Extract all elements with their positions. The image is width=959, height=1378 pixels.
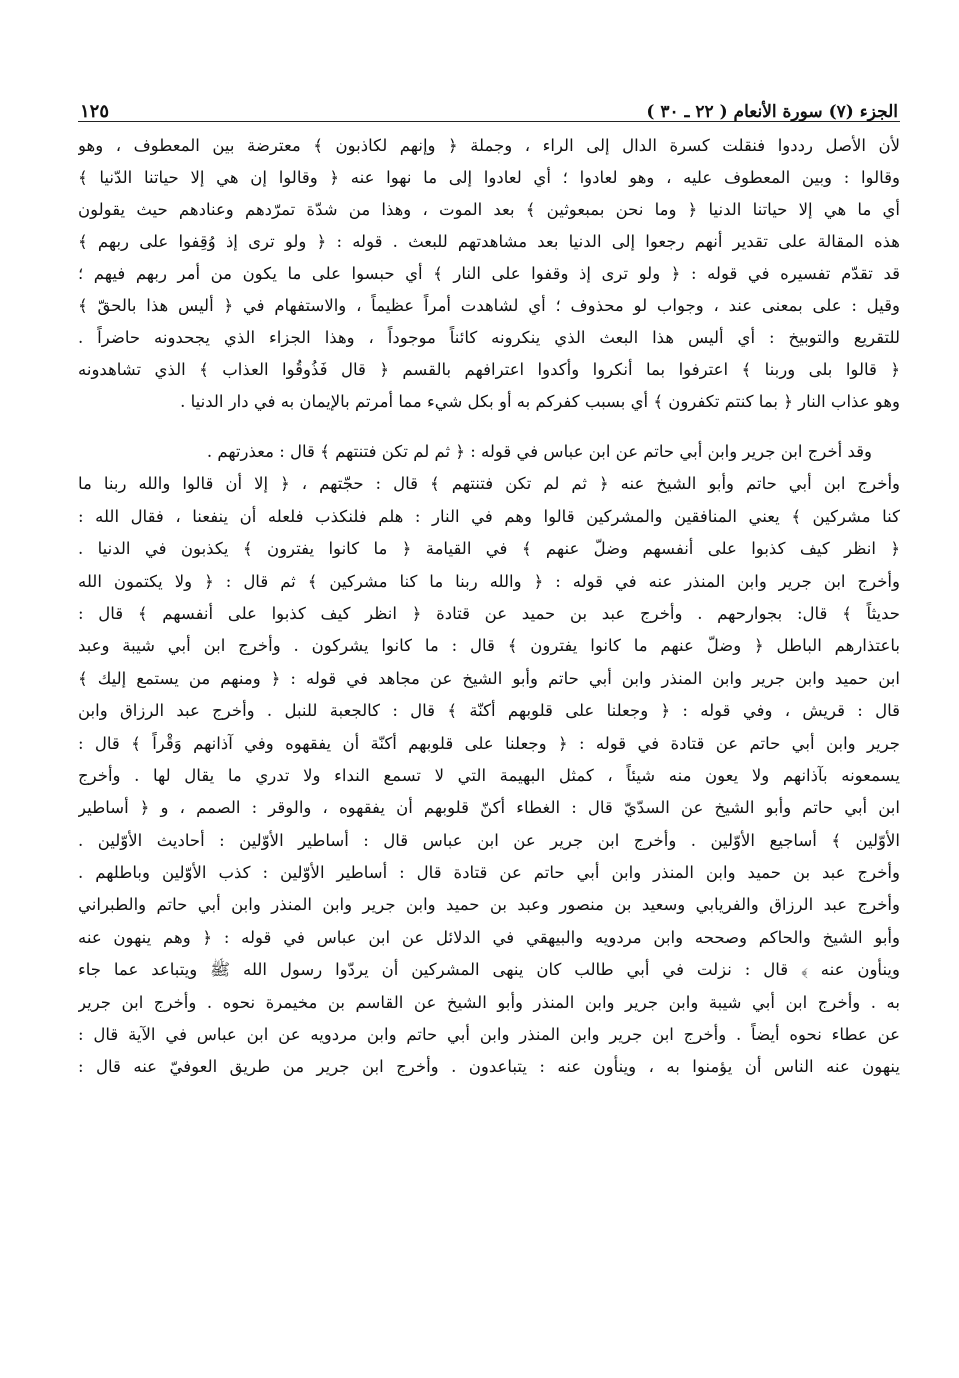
text-line: الأوّلين ﴾ أساجيع الأوّلين . وأخرج ابن جرير عن ابن عباس قال : أساطير الأوّلين : أحاديث الأوّلين . <box>78 830 900 850</box>
text-line: للتقريع والتوبيخ : أي أليس هذا البعث الذي ينكرونه كائناً موجوداً ، وهذا الجزاء الذي يجحدونه حاضراً . <box>78 328 900 347</box>
text-line: ﴿ انظر كيف كذبوا على أنفسهم وضلّ عنهم ﴾ في القيامة ﴿ ما كانوا يفترون ﴾ يكذبون في الدنيا . <box>78 539 900 559</box>
text-line: هذه المقالة على تقدير أنهم رجعوا إلى الدنيا بعد مشاهدتهم للبعث . قوله : ﴿ ولو ترى إذ وُقِفوا على ربهم ﴾ <box>78 232 900 251</box>
header-rule <box>78 121 900 122</box>
text-line: ابن أبي حاتم وأبو الشيخ عن السدّيّ قال : الغطاء أكنّ قلوبهم أن يفقهوه ، والوقر : الصمم ، و ﴿ أساطير <box>78 798 900 818</box>
text-line: جرير وابن أبي حاتم عن قتادة في قوله : ﴿ وجعلنا على قلوبهم أكنّة أن يفقهوه وفي آذانهم وَقْراً ﴾ قال : <box>78 733 900 753</box>
paragraph-commentary <box>78 130 900 418</box>
text-line: يسمعونه بآذانهم ولا يعون منه شيئاً ، كمثل البهيمة التي لا تسمع النداء ولا تدري ما يقال لها . وأخرج <box>78 765 900 785</box>
page-header <box>80 96 898 122</box>
text-line: وأخرج ابن جرير وابن المنذر عنه في قوله : ﴿ والله ربنا ما كنا مشركين ﴾ ثم قال : ﴿ ولا يكتمون الله <box>78 571 900 591</box>
text-line: ينهون عنه الناس أن يؤمنوا به ، وينأون عنه : يتباعدون . وأخرج ابن جرير من طريق العوفيّ عنه قال : <box>78 1057 900 1077</box>
text-line: ﴿ قالوا بلى وربنا ﴾ اعترفوا بما أنكروا وأكدوا اعترافهم بالقسم ﴿ قال فَذُوقُوا العذاب ﴾ الذي تشاهدونه <box>78 360 900 379</box>
paragraph-narrations <box>78 436 900 1084</box>
page-number: ١٢٥ <box>80 101 110 122</box>
text-line: وأبو الشيخ والحاكم وصححه وابن مردويه والبيهقي في الدلائل عن ابن عباس في قوله : ﴿ وهم ينهون عنه <box>78 927 900 947</box>
page-body <box>78 130 900 1084</box>
text-line: وأخرج عبد الرزاق والفريابي وسعيد بن منصور وعبد بن حميد وابن جرير وابن المنذر وابن أبي حاتم والطبراني <box>78 895 900 915</box>
text-line: قد تقدّم تفسيره في قوله : ﴿ ولو ترى إذ وقفوا على النار ﴾ أي حبسوا على ما يكون من أمر ربهم فيهم ؛ <box>78 264 900 283</box>
text-line: وينأون عنه ﴾ قال : نزلت في أبي طالب كان ينهى المشركين أن يردّوا رسول الله ﷺ ويتباعد عما جاء <box>78 960 900 980</box>
text-line: أي ما هي إلا حياتنا الدنيا ﴿ وما نحن بمبعوثين ﴾ بعد الموت ، وهذا من شدّة تمرّدهم وعنادهم حيث يقولون <box>78 200 900 219</box>
text-line: وأخرج ابن أبي حاتم وأبو الشيخ عنه ﴿ ثم لم تكن فتنتهم ﴾ قال : حجّتهم ، ﴿ إلا أن قالوا والله ربنا ما <box>78 474 900 494</box>
text-line: وهو عذاب النار ﴿ بما كنتم تكفرون ﴾ أي بسبب كفركم به أو بكل شيء مما أمرتم بالإيمان به في دار الدنيا . <box>180 392 900 411</box>
text-line: به . وأخرج ابن أبي شيبة وابن جرير وابن المنذر وأبو الشيخ عن القاسم بن مخيمرة نحوه . وأخرج ابن جرير <box>78 992 900 1012</box>
text-line: كنا مشركين ﴾ يعني المنافقين والمشركين قالوا وهم في النار : هلم فلنكذب فلعله أن ينفعنا ، فقال الله : <box>78 506 900 526</box>
text-line: وأخرج عبد بن حميد وابن المنذر وابن أبي حاتم عن قتادة قال : أساطير الأوّلين : كذب الأوّلين وباطلهم . <box>78 863 900 883</box>
text-line: وقد أخرج ابن جرير وابن أبي حاتم عن ابن عباس في قوله : ﴿ ثم لم تكن فتنتهم ﴾ قال : معذرتهم . <box>206 442 872 461</box>
text-line: ابن حميد وابن جرير وابن المنذر وابن أبي حاتم وأبو الشيخ عن مجاهد في قوله : ﴿ ومنهم من يستمع إليك ﴾ <box>78 668 900 688</box>
text-line: وقالوا : وبين المعطوف عليه ، وهو لعادوا ؛ أي لعادوا إلى ما نهوا عنه ﴿ وقالوا إن هي إلا حياتنا الدّنيا ﴾ <box>78 168 900 187</box>
text-line: لأن الأصل رددوا فنقلت كسرة الدال إلى الراء ، وجملة ﴿ وإنهم لكاذبون ﴾ معترضة بين المعطوف ، وهو <box>78 136 900 155</box>
paragraph-gap <box>78 418 900 436</box>
text-line: حديثاً ﴾ قال: بجوارحهم . وأخرج عبد بن حميد عن قتادة ﴿ انظر كيف كذبوا على أنفسهم ﴾ قال : <box>78 603 900 623</box>
text-line: باعتذارهم الباطل ﴿ وضلّ عنهم ما كانوا يفترون ﴾ قال : ما كانوا يشركون . وأخرج ابن أبي شيبة وعبد <box>78 636 900 656</box>
text-line: عن عطاء نحوه أيضاً . وأخرج ابن جرير وابن المنذر وابن أبي حاتم وابن مردويه عن ابن عباس في الآية قال : <box>78 1025 900 1045</box>
text-line: وقيل : على بمعنى عند ، وجواب لو محذوف ؛ أي لشاهدت أمراً عظيماً ، والاستفهام في ﴿ أليس هذا بالحقّ ﴾ <box>78 296 900 315</box>
text-line: قال : قريش ، وفي قوله : ﴿ وجعلنا على قلوبهم أكنّة ﴾ قال : كالجعبة للنبل . وأخرج عبد الرزاق وابن <box>78 701 900 721</box>
running-title: الجزء (٧) سورة الأنعام ( ٢٢ ـ ٣٠ ) <box>646 102 898 122</box>
